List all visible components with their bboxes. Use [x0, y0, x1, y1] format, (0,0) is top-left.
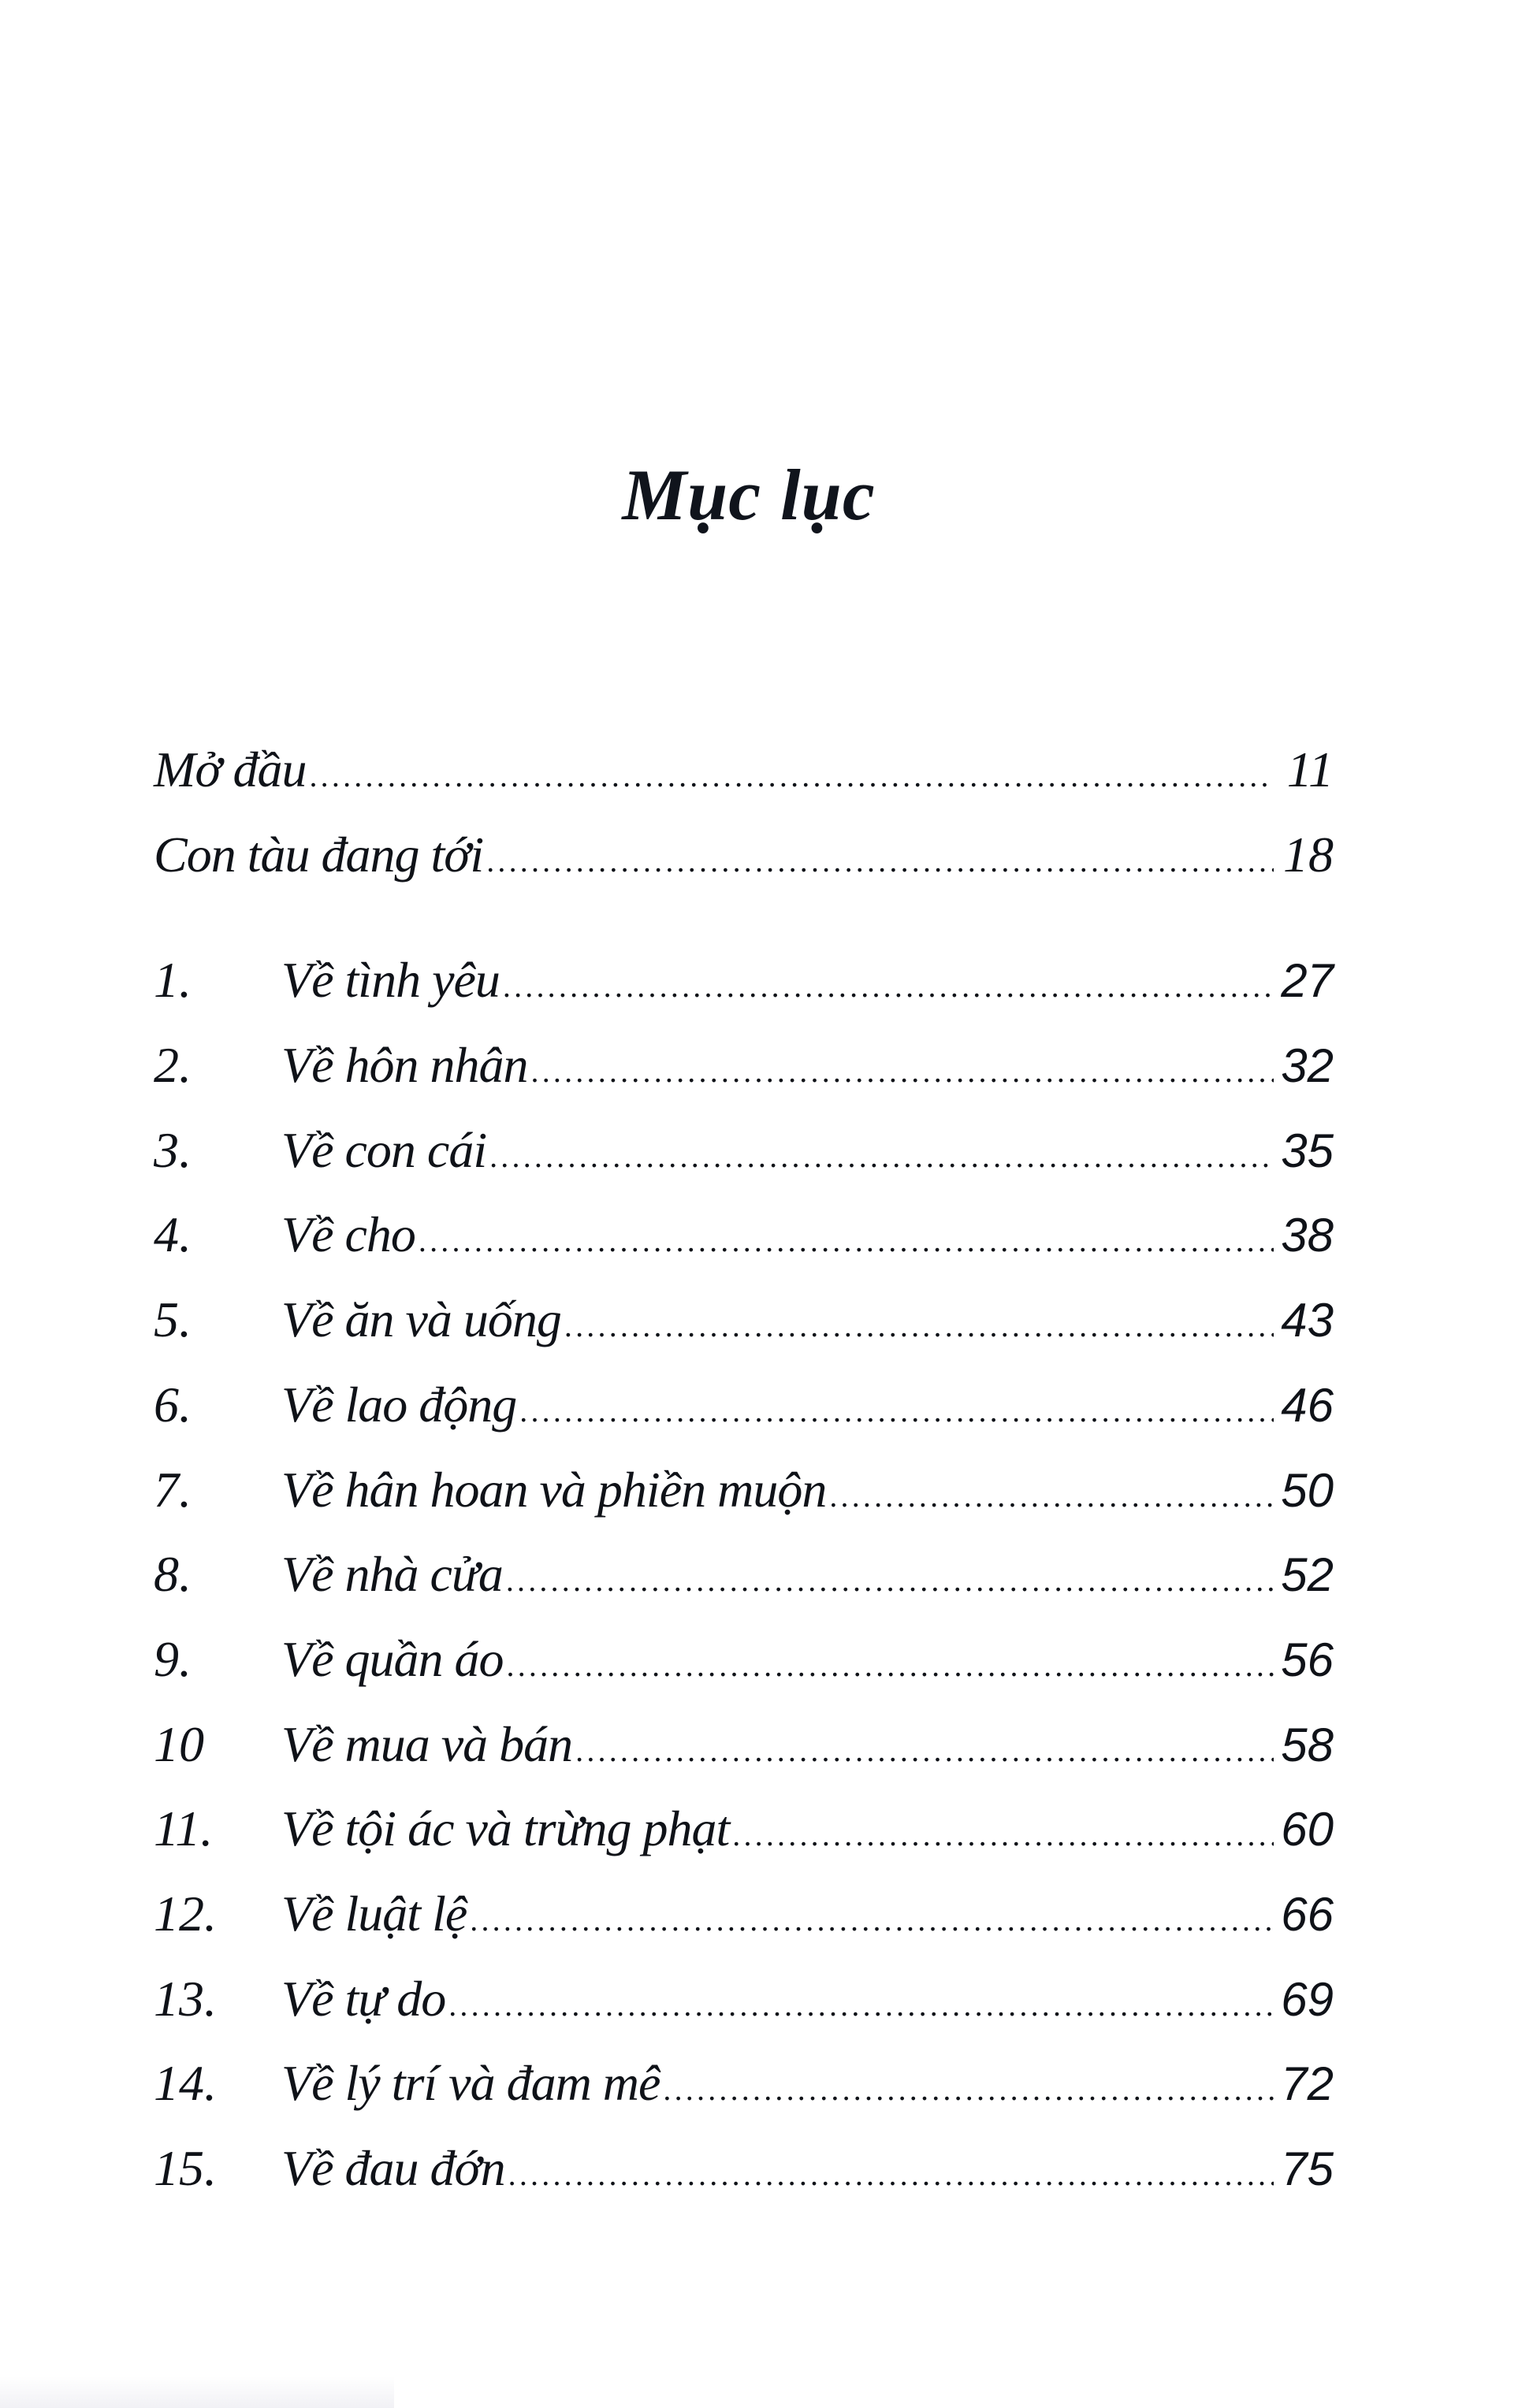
- toc-entry-chapter[interactable]: [154, 1628, 1334, 1691]
- toc-entry-page: 58: [1281, 1719, 1334, 1771]
- toc-entry-page: 27: [1281, 954, 1334, 1007]
- dot-leader: [507, 1634, 1274, 1697]
- toc-entry-chapter[interactable]: [154, 1713, 1334, 1776]
- dot-leader: [732, 1804, 1274, 1867]
- scan-shadow: [0, 2376, 394, 2408]
- chapter-number: 15.: [154, 2140, 217, 2196]
- dot-leader: [575, 1719, 1274, 1782]
- toc-entry-chapter[interactable]: [154, 1203, 1334, 1266]
- toc-entry-chapter[interactable]: [154, 2052, 1334, 2115]
- toc-entry-page: 46: [1281, 1379, 1334, 1432]
- toc-entry-page: 18: [1283, 827, 1334, 883]
- dot-leader: [564, 1295, 1274, 1358]
- dot-leader: [448, 1974, 1274, 2037]
- toc-entry-label: Về lý trí và đam mê: [281, 2055, 660, 2111]
- chapter-number: 7.: [154, 1462, 192, 1518]
- toc-entry-page: 43: [1281, 1294, 1334, 1347]
- chapter-number: 9.: [154, 1631, 192, 1687]
- toc-entry-label: Về luật lệ: [281, 1886, 467, 1942]
- chapter-number: 5.: [154, 1291, 192, 1347]
- chapter-number: 1.: [154, 952, 192, 1008]
- chapter-number: 2.: [154, 1037, 192, 1093]
- toc-entry-page: 11: [1286, 741, 1334, 797]
- toc-entry-chapter[interactable]: [154, 1034, 1334, 1097]
- toc-entry-page: 75: [1281, 2142, 1334, 2195]
- toc-entry-chapter[interactable]: [154, 1373, 1334, 1436]
- toc-entry-chapter[interactable]: [154, 2137, 1334, 2200]
- toc-entry-front-matter[interactable]: [154, 823, 1334, 886]
- toc-entry-page: 35: [1281, 1124, 1334, 1177]
- dot-leader: [503, 955, 1274, 1018]
- toc-entry-chapter[interactable]: [154, 1882, 1334, 1945]
- toc-entry-page: 66: [1281, 1888, 1334, 1941]
- chapter-number: 11.: [154, 1800, 214, 1856]
- toc-entry-label: Về tình yêu: [281, 952, 500, 1008]
- toc-entry-label: Về mua và bán: [281, 1716, 573, 1772]
- toc-entry-chapter[interactable]: [154, 1543, 1334, 1606]
- toc-entry-chapter[interactable]: [154, 1797, 1334, 1860]
- toc-entry-page: 69: [1281, 1973, 1334, 2026]
- dot-leader: [663, 2058, 1274, 2121]
- toc-entry-page: 50: [1281, 1464, 1334, 1517]
- chapter-number: 6.: [154, 1377, 192, 1433]
- dot-leader: [309, 745, 1274, 808]
- dot-leader: [419, 1210, 1274, 1273]
- dot-leader: [506, 1549, 1274, 1612]
- chapter-number: 3.: [154, 1122, 192, 1178]
- dot-leader: [486, 830, 1274, 893]
- toc-entry-page: 32: [1281, 1039, 1334, 1092]
- toc-entry-front-matter[interactable]: [154, 738, 1334, 801]
- toc-entry-label: Về tội ác và trừng phạt: [281, 1800, 730, 1856]
- toc-entry-chapter[interactable]: [154, 1459, 1334, 1522]
- dot-leader: [519, 1380, 1274, 1443]
- dot-leader: [829, 1465, 1274, 1528]
- toc-entry-label: Về hôn nhân: [281, 1037, 528, 1093]
- toc-entry-page: 52: [1281, 1548, 1334, 1601]
- dot-leader: [531, 1040, 1274, 1103]
- toc-entry-label: Con tàu đang tới: [154, 827, 484, 883]
- chapter-number: 8.: [154, 1546, 192, 1602]
- dot-leader: [470, 1889, 1274, 1952]
- toc-entry-page: 38: [1281, 1209, 1334, 1262]
- toc-entry-label: Về cho: [281, 1206, 415, 1262]
- toc-entry-label: Về con cái: [281, 1122, 487, 1178]
- toc-entry-label: Về quần áo: [281, 1631, 504, 1687]
- toc-entry-page: 60: [1281, 1803, 1334, 1856]
- toc-entry-chapter[interactable]: [154, 1119, 1334, 1182]
- toc-entry-label: Về lao động: [281, 1377, 517, 1433]
- toc-entry-label: Về hân hoan và phiền muộn: [281, 1462, 827, 1518]
- toc-entry-label: Về tự do: [281, 1971, 446, 2027]
- page-title: Mục lục: [622, 455, 876, 535]
- toc-entry-label: Về nhà cửa: [281, 1546, 503, 1602]
- toc-entry-label: Về ăn và uống: [281, 1291, 561, 1347]
- chapter-number: 13.: [154, 1971, 217, 2027]
- chapter-number: 14.: [154, 2055, 217, 2111]
- toc-entry-page: 72: [1281, 2057, 1334, 2110]
- dot-leader: [489, 1125, 1274, 1188]
- chapter-number: 12.: [154, 1886, 217, 1942]
- dot-leader: [508, 2143, 1274, 2206]
- toc-entry-chapter[interactable]: [154, 949, 1334, 1012]
- toc-entry-chapter[interactable]: [154, 1968, 1334, 2031]
- toc-entry-chapter[interactable]: [154, 1288, 1334, 1351]
- toc-entry-label: Về đau đớn: [281, 2140, 505, 2196]
- chapter-number: 10: [154, 1716, 204, 1772]
- toc-entry-label: Mở đầu: [154, 741, 307, 797]
- toc-entry-page: 56: [1281, 1633, 1334, 1686]
- chapter-number: 4.: [154, 1206, 192, 1262]
